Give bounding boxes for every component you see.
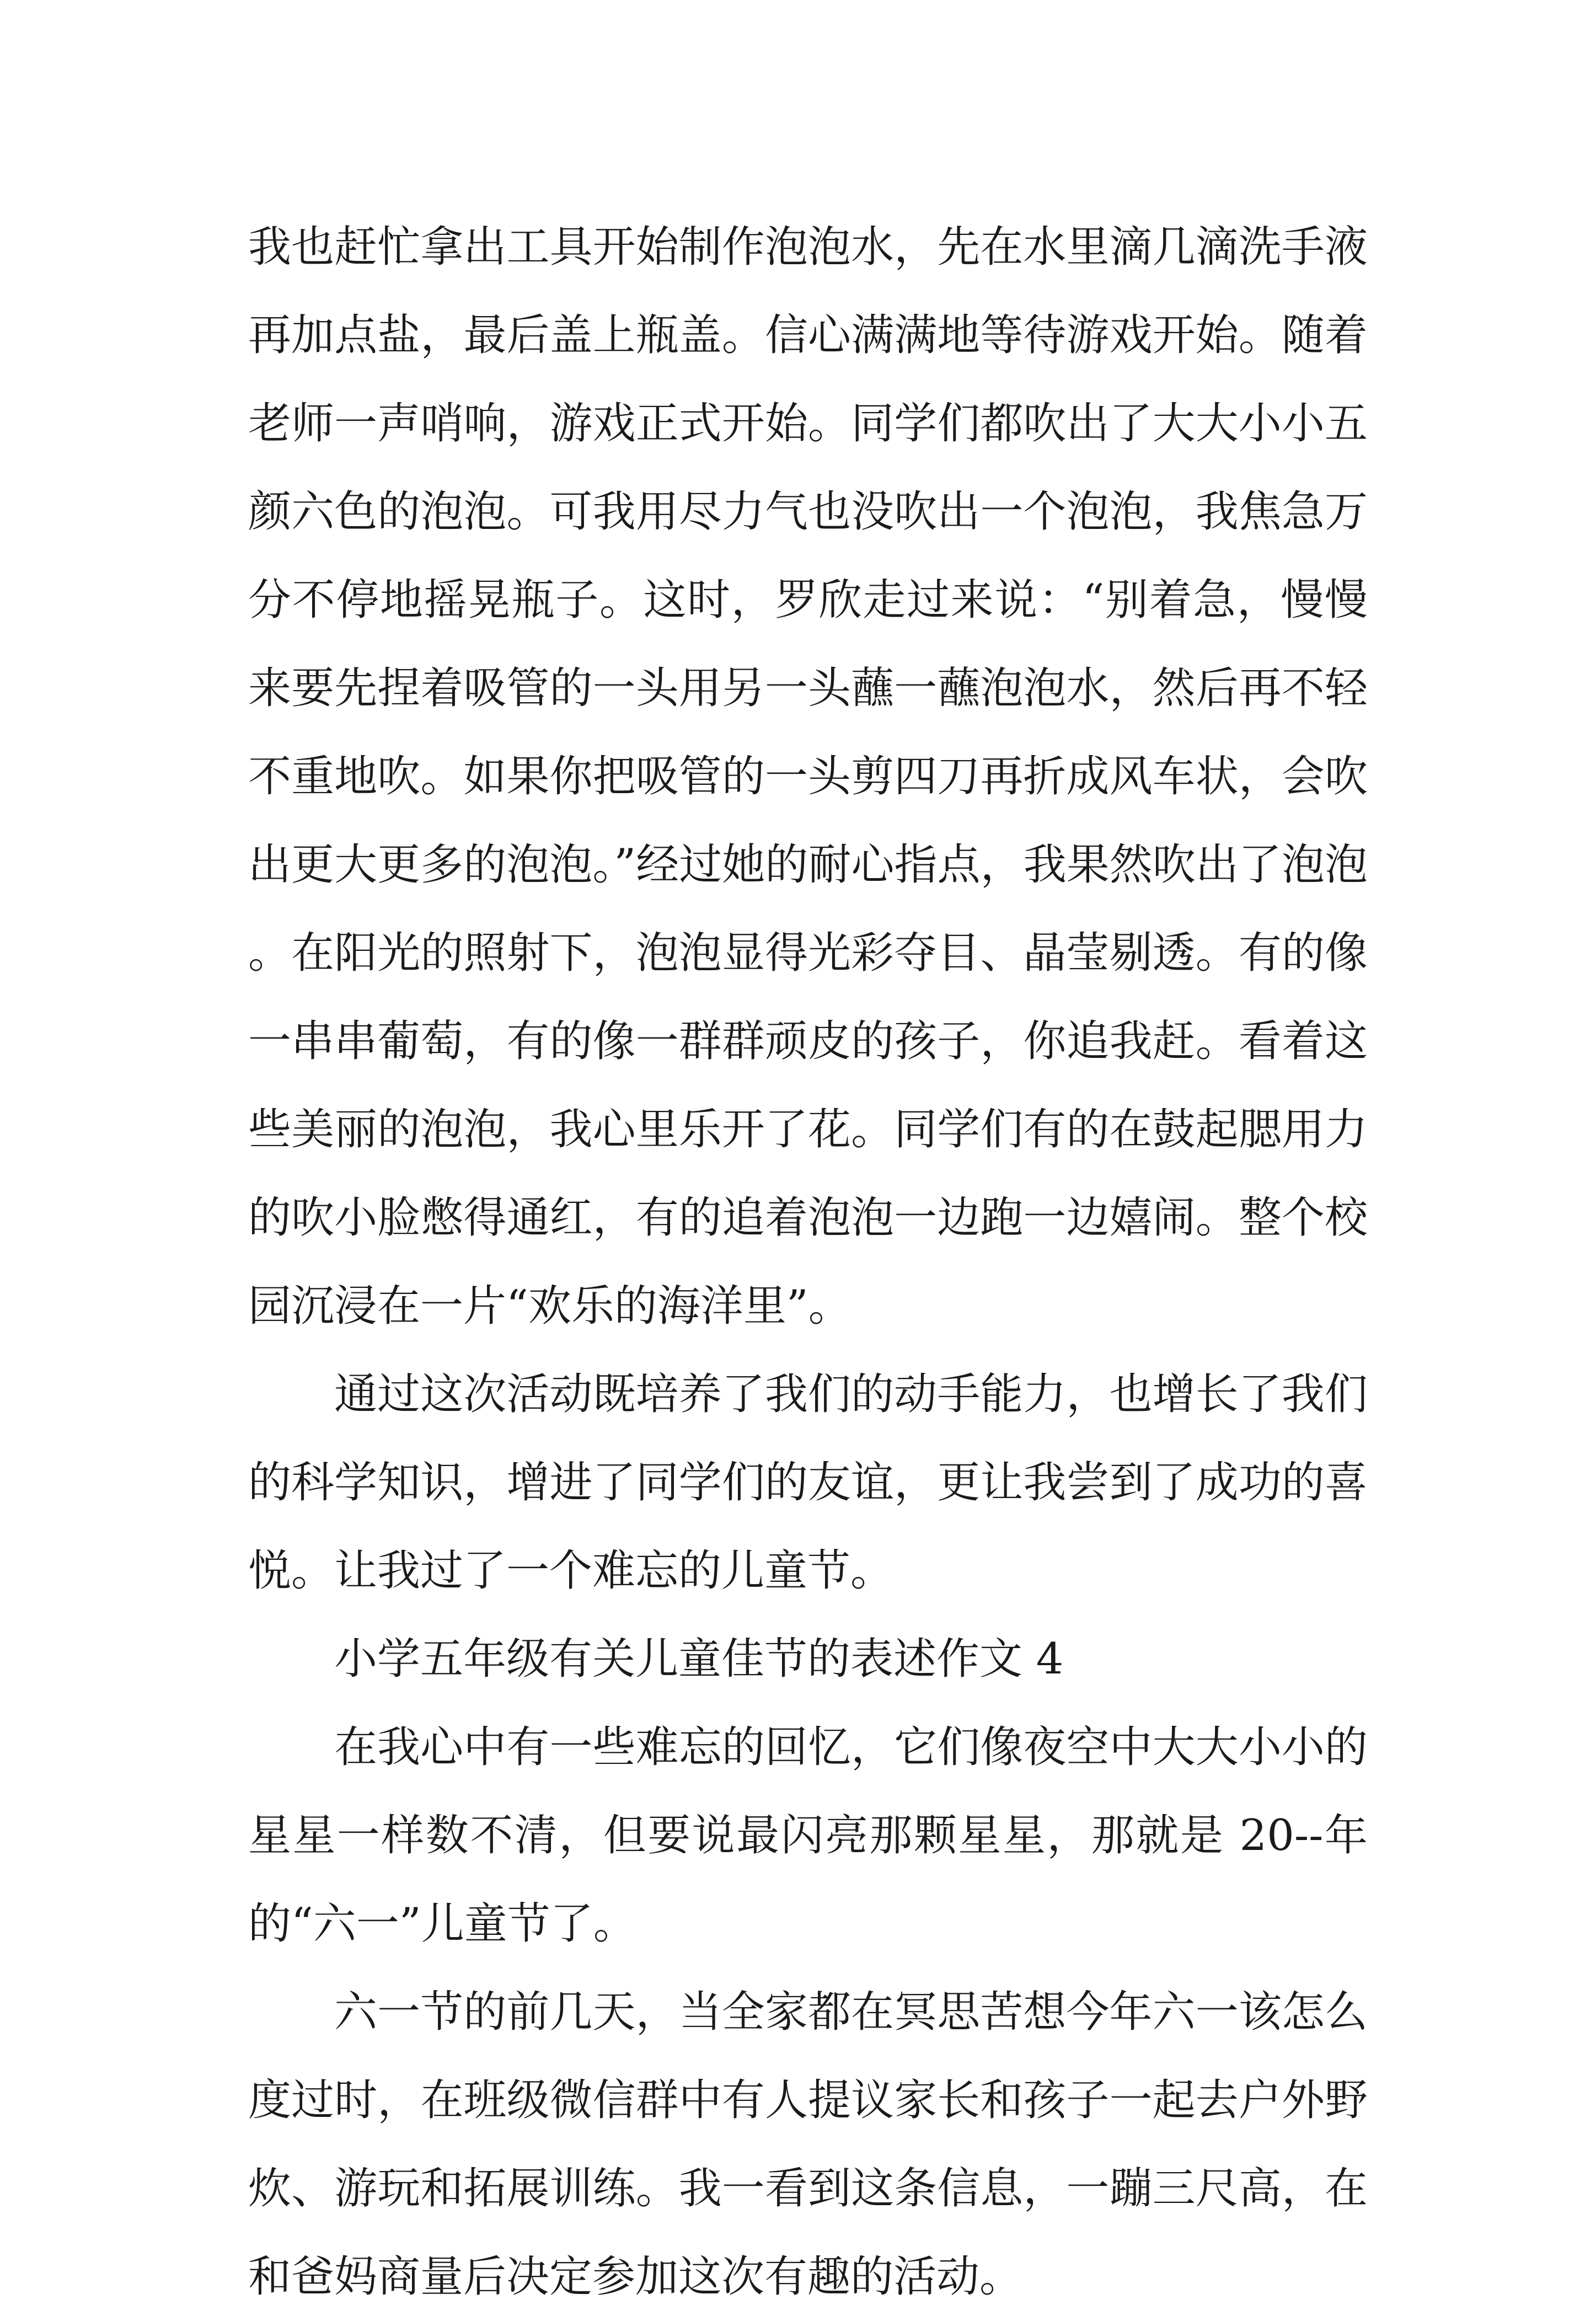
paragraph-bubble-game: 我也赶忙拿出工具开始制作泡泡水，先在水里滴几滴洗手液再加点盐，最后盖上瓶盖。信心满满地等待游戏开始。随着老师一声哨响，游戏正式开始。同学们都吹出了大大小小五颜六色的泡泡。可我用尽力气也没吹出一个泡泡，我焦急万分不停地摇晃瓶子。这时，罗欣走过来说：“别着急，慢慢来要先捏着吸管的一头用另一头蘸一蘸泡泡水，然后再不轻不重地吹。如果你把吸管的一头剪四刀再折成风车状，会吹出更大更多的泡泡。”经过她的耐心指点，我果然吹出了泡泡。在阳光的照射下，泡泡显得光彩夺目、晶莹剔透。有的像一串串葡萄，有的像一群群顽皮的孩子，你追我赶。看着这些美丽的泡泡，我心里乐开了花。同学们有的在鼓起腮用力的吹小脸憋得通红，有的追着泡泡一边跑一边嬉闹。整个校园沉浸在一片“欢乐的海洋里”。 — [248, 222, 1368, 1331]
paragraph-plan: 六一节的前几天，当全家都在冥思苦想今年六一该怎么度过时，在班级微信群中有人提议家长和孩子一起去户外野炊、游玩和拓展训练。我一看到这条信息，一蹦三尺高，在和爸妈商量后决定参加这次有趣的活动。 — [248, 1987, 1368, 2302]
paragraph-conclusion: 通过这次活动既培养了我们的动手能力，也增长了我们的科学知识，增进了同学们的友谊，更让我尝到了成功的喜悦。让我过了一个难忘的儿童节。 — [248, 1370, 1368, 1596]
essay-title: 小学五年级有关儿童佳节的表述作文 4 — [334, 1634, 1064, 1684]
paragraph-memory: 在我心中有一些难忘的回忆，它们像夜空中大大小小的星星一样数不清，但要说最闪亮那颗星星，那就是 20--年的“六一”儿童节了。 — [248, 1723, 1368, 1949]
document-page — [248, 203, 1368, 2321]
